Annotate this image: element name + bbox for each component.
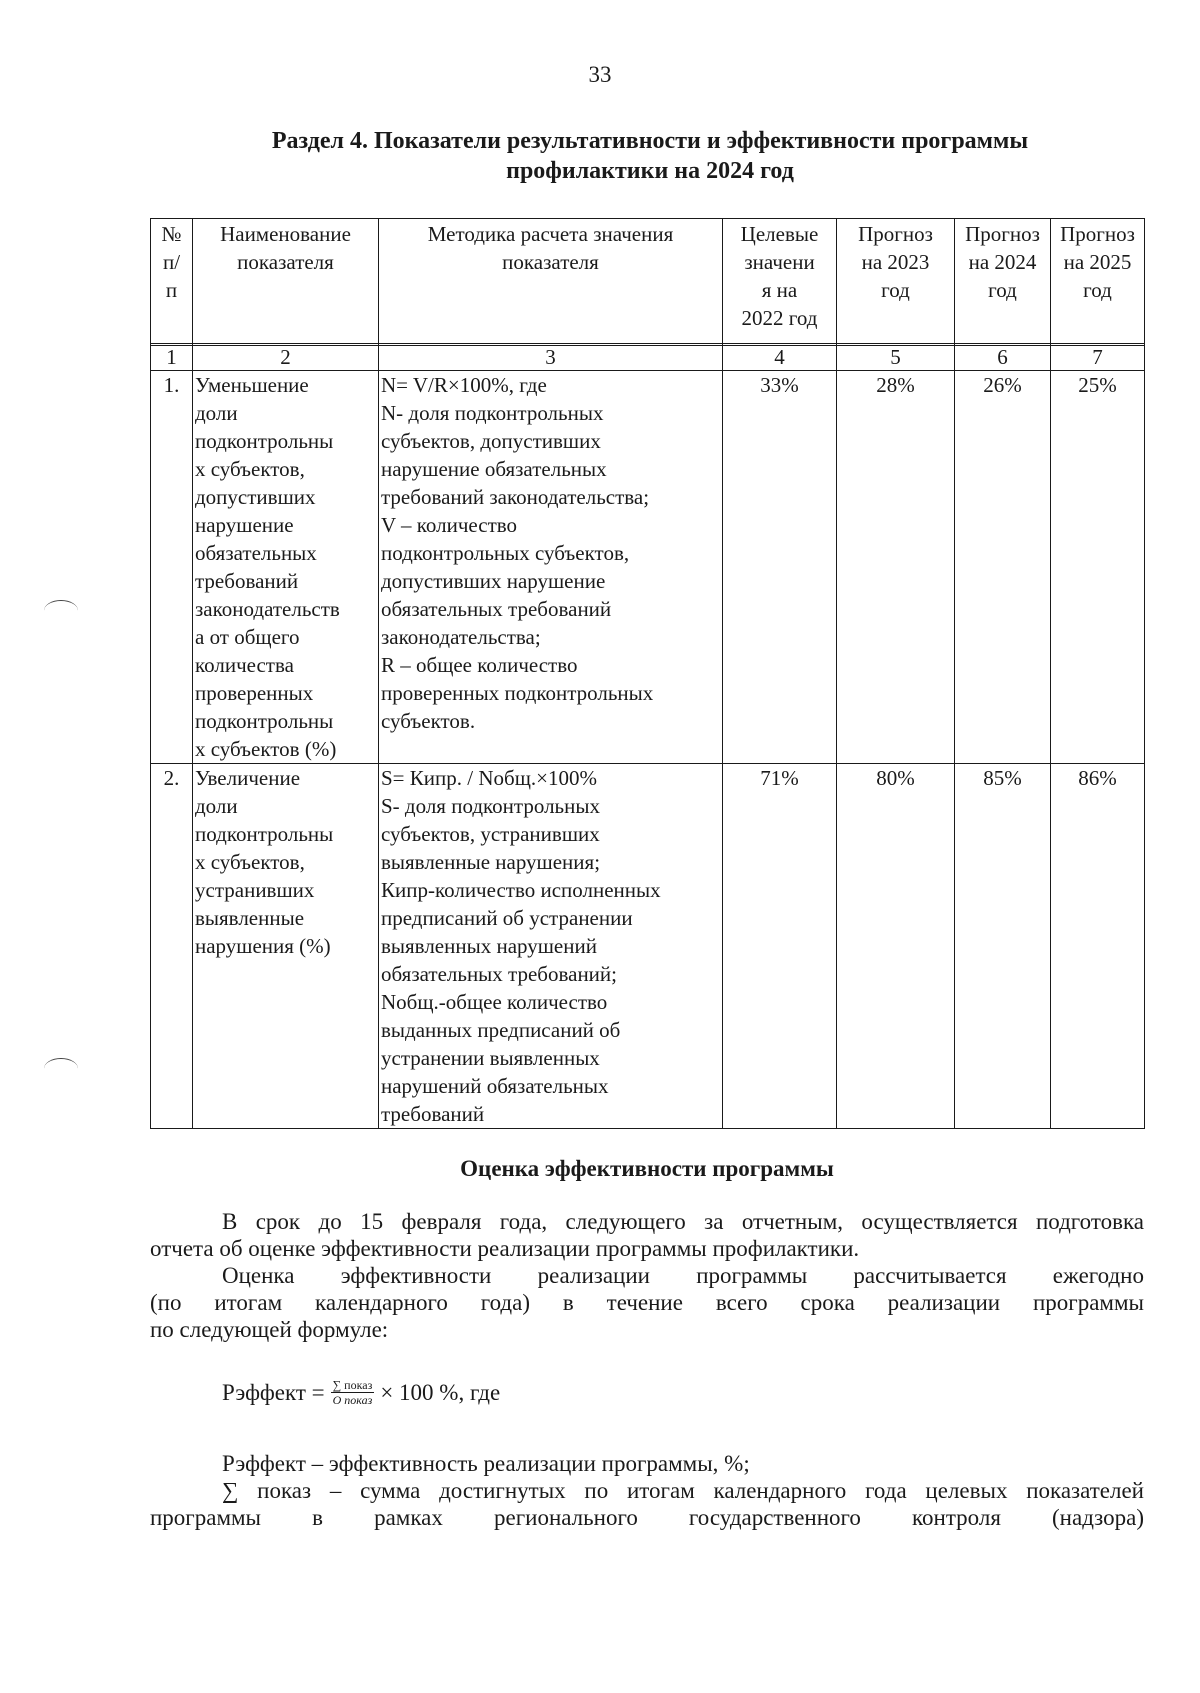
formula-rhs: × 100 %, где — [380, 1380, 501, 1405]
forecast-2023-value: 28% — [837, 371, 955, 764]
calculation-method: S= Кипр. / Nобщ.×100% S- доля подконтрольных субъектов, устранивших выявленные нарушения; Кипр-количество исполненных предписаний об устранении выявленных нарушений обязательных требований; Nобщ.-общее количество выданных предписаний об устранении выявленных нарушений обязательных требований — [379, 764, 723, 1129]
indicator-name: Уменьшение доли подконтрольны х субъектов, допустивших нарушение обязательных требований законодательств а от общего количества проверенных подконтрольны х субъектов (%) — [193, 371, 379, 764]
table-row — [151, 371, 1145, 764]
target-2022-value: 33% — [723, 371, 837, 764]
definition-1: Рэффект – эффективность реализации программы, %; — [222, 1451, 750, 1476]
column-number: 4 — [723, 344, 837, 371]
scan-artifact-mark — [44, 600, 78, 621]
section-title — [150, 126, 1150, 186]
header-col-forecast-2025: Прогноз на 2025 год — [1051, 219, 1145, 346]
column-number: 2 — [193, 344, 379, 371]
formula-numerator: ∑ показ — [332, 1378, 373, 1392]
forecast-2024-value: 26% — [955, 371, 1051, 764]
header-col-target-2022: Целевые значени я на 2022 год — [723, 219, 837, 346]
indicator-table-header — [150, 218, 1145, 346]
formula-denominator: О показ — [332, 1393, 373, 1407]
formula-lhs: Рэффект = — [222, 1380, 325, 1405]
header-col-forecast-2023: Прогноз на 2023 год — [837, 219, 955, 346]
column-number: 5 — [837, 344, 955, 371]
table-row — [151, 764, 1145, 1129]
forecast-2024-value: 85% — [955, 764, 1051, 1129]
forecast-2025-value: 86% — [1051, 764, 1145, 1129]
formula-fraction — [331, 1379, 375, 1407]
header-col-number: № п/ п — [151, 219, 193, 346]
efficiency-formula — [222, 1379, 500, 1407]
column-number: 1 — [151, 344, 193, 371]
evaluation-heading: Оценка эффективности программы — [460, 1156, 834, 1181]
forecast-2023-value: 80% — [837, 764, 955, 1129]
forecast-2025-value: 25% — [1051, 371, 1145, 764]
evaluation-paragraph-2: Оценка эффективности реализации программы рассчитывается ежегодно (по итогам календарного года) в течение всего срока реализации программы по следующей формуле: — [150, 1263, 1144, 1342]
row-number: 2. — [151, 764, 193, 1129]
column-number-row — [151, 344, 1145, 371]
indicator-table — [150, 343, 1145, 1129]
column-number: 7 — [1051, 344, 1145, 371]
section-title-line: Раздел 4. Показатели результативности и эффективности программы — [271, 128, 1029, 154]
header-col-method: Методика расчета значения показателя — [379, 219, 723, 346]
column-number: 6 — [955, 344, 1051, 371]
column-number: 3 — [379, 344, 723, 371]
header-col-forecast-2024: Прогноз на 2024 год — [955, 219, 1051, 346]
page-number: 33 — [588, 62, 612, 87]
target-2022-value: 71% — [723, 764, 837, 1129]
calculation-method: N= V/R×100%, где N- доля подконтрольных субъектов, допустивших нарушение обязательных требований законодательства; V – количество подконтрольных субъектов, допустивших нарушение обязательных требований законодательства; R – общее количество проверенных подконтрольных субъектов. — [379, 371, 723, 764]
definition-2: ∑ показ – сумма достигнутых по итогам календарного года целевых показателей программы в рамках регионального государственного контроля (надзора) — [150, 1478, 1144, 1530]
section-title-line: профилактики на 2024 год — [506, 158, 794, 184]
header-col-name: Наименование показателя — [193, 219, 379, 346]
indicator-name: Увеличение доли подконтрольны х субъектов, устранивших выявленные нарушения (%) — [193, 764, 379, 1129]
evaluation-paragraph-1: В срок до 15 февраля года, следующего за отчетным, осуществляется подготовка отчета об оценке эффективности реализации программы профилактики. — [150, 1209, 1144, 1261]
row-number: 1. — [151, 371, 193, 764]
scan-artifact-mark — [44, 1058, 78, 1079]
